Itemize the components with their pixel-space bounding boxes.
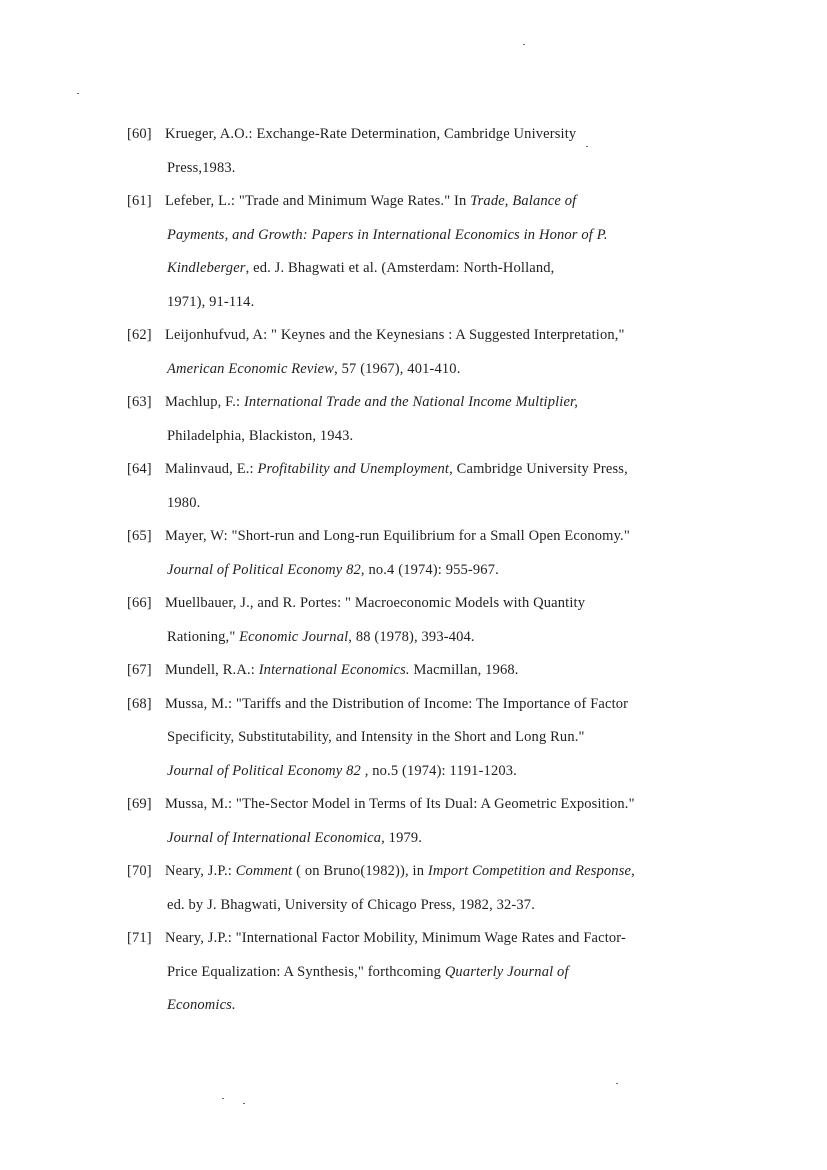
reference-text: Price Equalization: A Synthesis," forthcoming: [167, 963, 445, 980]
reference-italic-text: International Economics.: [258, 662, 410, 678]
reference-text: , no.5 (1974): 1191-1203.: [360, 762, 517, 779]
reference-line: [165, 487, 747, 521]
reference-line: [165, 554, 747, 588]
reference-text: , 88 (1978), 393-404.: [348, 628, 475, 645]
reference-text: , 57 (1967), 401-410.: [334, 360, 461, 377]
reference-text: Mussa, M.: "Tariffs and the Distribution of Income: The Importance of Factor: [165, 695, 629, 712]
reference-text: 1980.: [167, 494, 201, 511]
reference-item: [127, 386, 747, 453]
reference-number: [60]: [127, 126, 152, 142]
reference-line: [165, 956, 747, 990]
reference-text: Krueger, A.O.: Exchange-Rate Determination, Cambridge University: [165, 126, 577, 142]
reference-item: [127, 587, 747, 654]
scan-speck: [222, 1098, 224, 1099]
reference-item: [127, 855, 747, 922]
reference-text: 1971), 91-114.: [167, 293, 255, 310]
reference-text: ( on Bruno(1982)), in: [292, 863, 428, 879]
reference-line: [165, 587, 747, 621]
reference-item: [127, 788, 747, 855]
reference-italic-text: International Trade and the National Income Multiplier,: [243, 394, 579, 410]
reference-number: [71]: [127, 930, 152, 946]
reference-line: [165, 520, 747, 554]
reference-italic-text: Comment: [235, 863, 293, 879]
reference-line: [165, 654, 747, 688]
reference-text: , 1979.: [381, 829, 423, 846]
reference-line: [165, 319, 747, 353]
reference-text: Press,1983.: [167, 159, 236, 176]
reference-italic-text: Kindleberger: [167, 260, 246, 276]
reference-text: Rationing,": [167, 628, 240, 645]
reference-number: [64]: [127, 461, 152, 477]
reference-item: [127, 520, 747, 587]
reference-line: [165, 822, 747, 856]
reference-number: [69]: [127, 796, 152, 812]
reference-line: [165, 219, 747, 253]
reference-line: [165, 721, 747, 755]
reference-line: [165, 252, 747, 286]
reference-italic-text: Journal of International Economica: [167, 829, 382, 846]
reference-item: [127, 688, 747, 789]
reference-line: [165, 118, 747, 152]
reference-text: , Cambridge University Press,: [449, 461, 628, 477]
reference-number: [66]: [127, 595, 152, 611]
reference-line: [165, 621, 747, 655]
scan-speck: [586, 146, 588, 147]
reference-text: Mayer, W: "Short-run and Long-run Equilibrium for a Small Open Economy.": [165, 528, 630, 544]
reference-text: Neary, J.P.:: [165, 863, 236, 879]
reference-text: Machlup, F.:: [165, 394, 244, 410]
reference-italic-text: Economics.: [167, 997, 236, 1013]
reference-line: [165, 353, 747, 387]
reference-line: [165, 420, 747, 454]
reference-text: Specificity, Substitutability, and Intensity in the Short and Long Run.": [167, 729, 585, 745]
reference-italic-text: Journal of Political Economy 82: [167, 561, 361, 578]
reference-number: [63]: [127, 394, 152, 410]
reference-italic-text: Economic Journal: [239, 628, 349, 645]
reference-number: [61]: [127, 193, 152, 209]
reference-line: [165, 788, 747, 822]
reference-item: [127, 118, 747, 185]
reference-line: [165, 185, 747, 219]
reference-line: [165, 688, 747, 722]
reference-text: Mussa, M.: "The-Sector Model in Terms of Its Dual: A Geometric Exposition.": [165, 796, 635, 812]
scan-speck: [243, 1103, 245, 1104]
reference-italic-text: Profitability and Unemployment: [257, 461, 450, 477]
reference-number: [65]: [127, 528, 152, 544]
reference-line: [165, 989, 747, 1023]
reference-line: [165, 386, 747, 420]
reference-italic-text: American Economic Review: [167, 360, 335, 377]
scan-speck: [77, 93, 79, 94]
reference-item: [127, 319, 747, 386]
reference-italic-text: Payments, and Growth: Papers in International Economics in Honor of P.: [167, 226, 608, 243]
reference-line: [165, 755, 747, 789]
reference-list: [127, 118, 747, 1023]
reference-item: [127, 185, 747, 319]
reference-italic-text: Import Competition and Response,: [427, 863, 635, 879]
reference-text: , no.4 (1974): 955-967.: [360, 561, 499, 578]
reference-text: Leijonhufvud, A: " Keynes and the Keynesians : A Suggested Interpretation,": [165, 327, 625, 343]
reference-line: [165, 855, 747, 889]
scan-speck: [616, 1083, 618, 1084]
reference-text: , ed. J. Bhagwati et al. (Amsterdam: North-Holland,: [245, 260, 555, 276]
reference-number: [68]: [127, 695, 152, 712]
reference-line: [165, 152, 747, 186]
reference-italic-text: Trade, Balance of: [470, 193, 577, 209]
reference-text: Muellbauer, J., and R. Portes: " Macroeconomic Models with Quantity: [165, 595, 586, 611]
reference-item: [127, 654, 747, 688]
reference-italic-text: Journal of Political Economy 82: [167, 762, 361, 779]
reference-number: [67]: [127, 662, 152, 678]
reference-number: [70]: [127, 863, 152, 879]
reference-text: Mundell, R.A.:: [165, 662, 259, 678]
scan-speck: [523, 44, 525, 45]
reference-text: Macmillan, 1968.: [409, 662, 519, 678]
reference-line: [165, 889, 747, 923]
reference-item: [127, 922, 747, 1023]
reference-number: [62]: [127, 327, 152, 343]
reference-text: Neary, J.P.: "International Factor Mobility, Minimum Wage Rates and Factor-: [165, 930, 626, 946]
reference-text: Lefeber, L.: "Trade and Minimum Wage Rates." In: [165, 193, 471, 209]
reference-line: [165, 286, 747, 320]
reference-text: Malinvaud, E.:: [165, 461, 258, 477]
reference-item: [127, 453, 747, 520]
reference-italic-text: Quarterly Journal of: [444, 963, 569, 980]
reference-line: [165, 922, 747, 956]
reference-text: ed. by J. Bhagwati, University of Chicago Press, 1982, 32-37.: [167, 896, 535, 913]
reference-line: [165, 453, 747, 487]
reference-text: Philadelphia, Blackiston, 1943.: [167, 427, 354, 444]
